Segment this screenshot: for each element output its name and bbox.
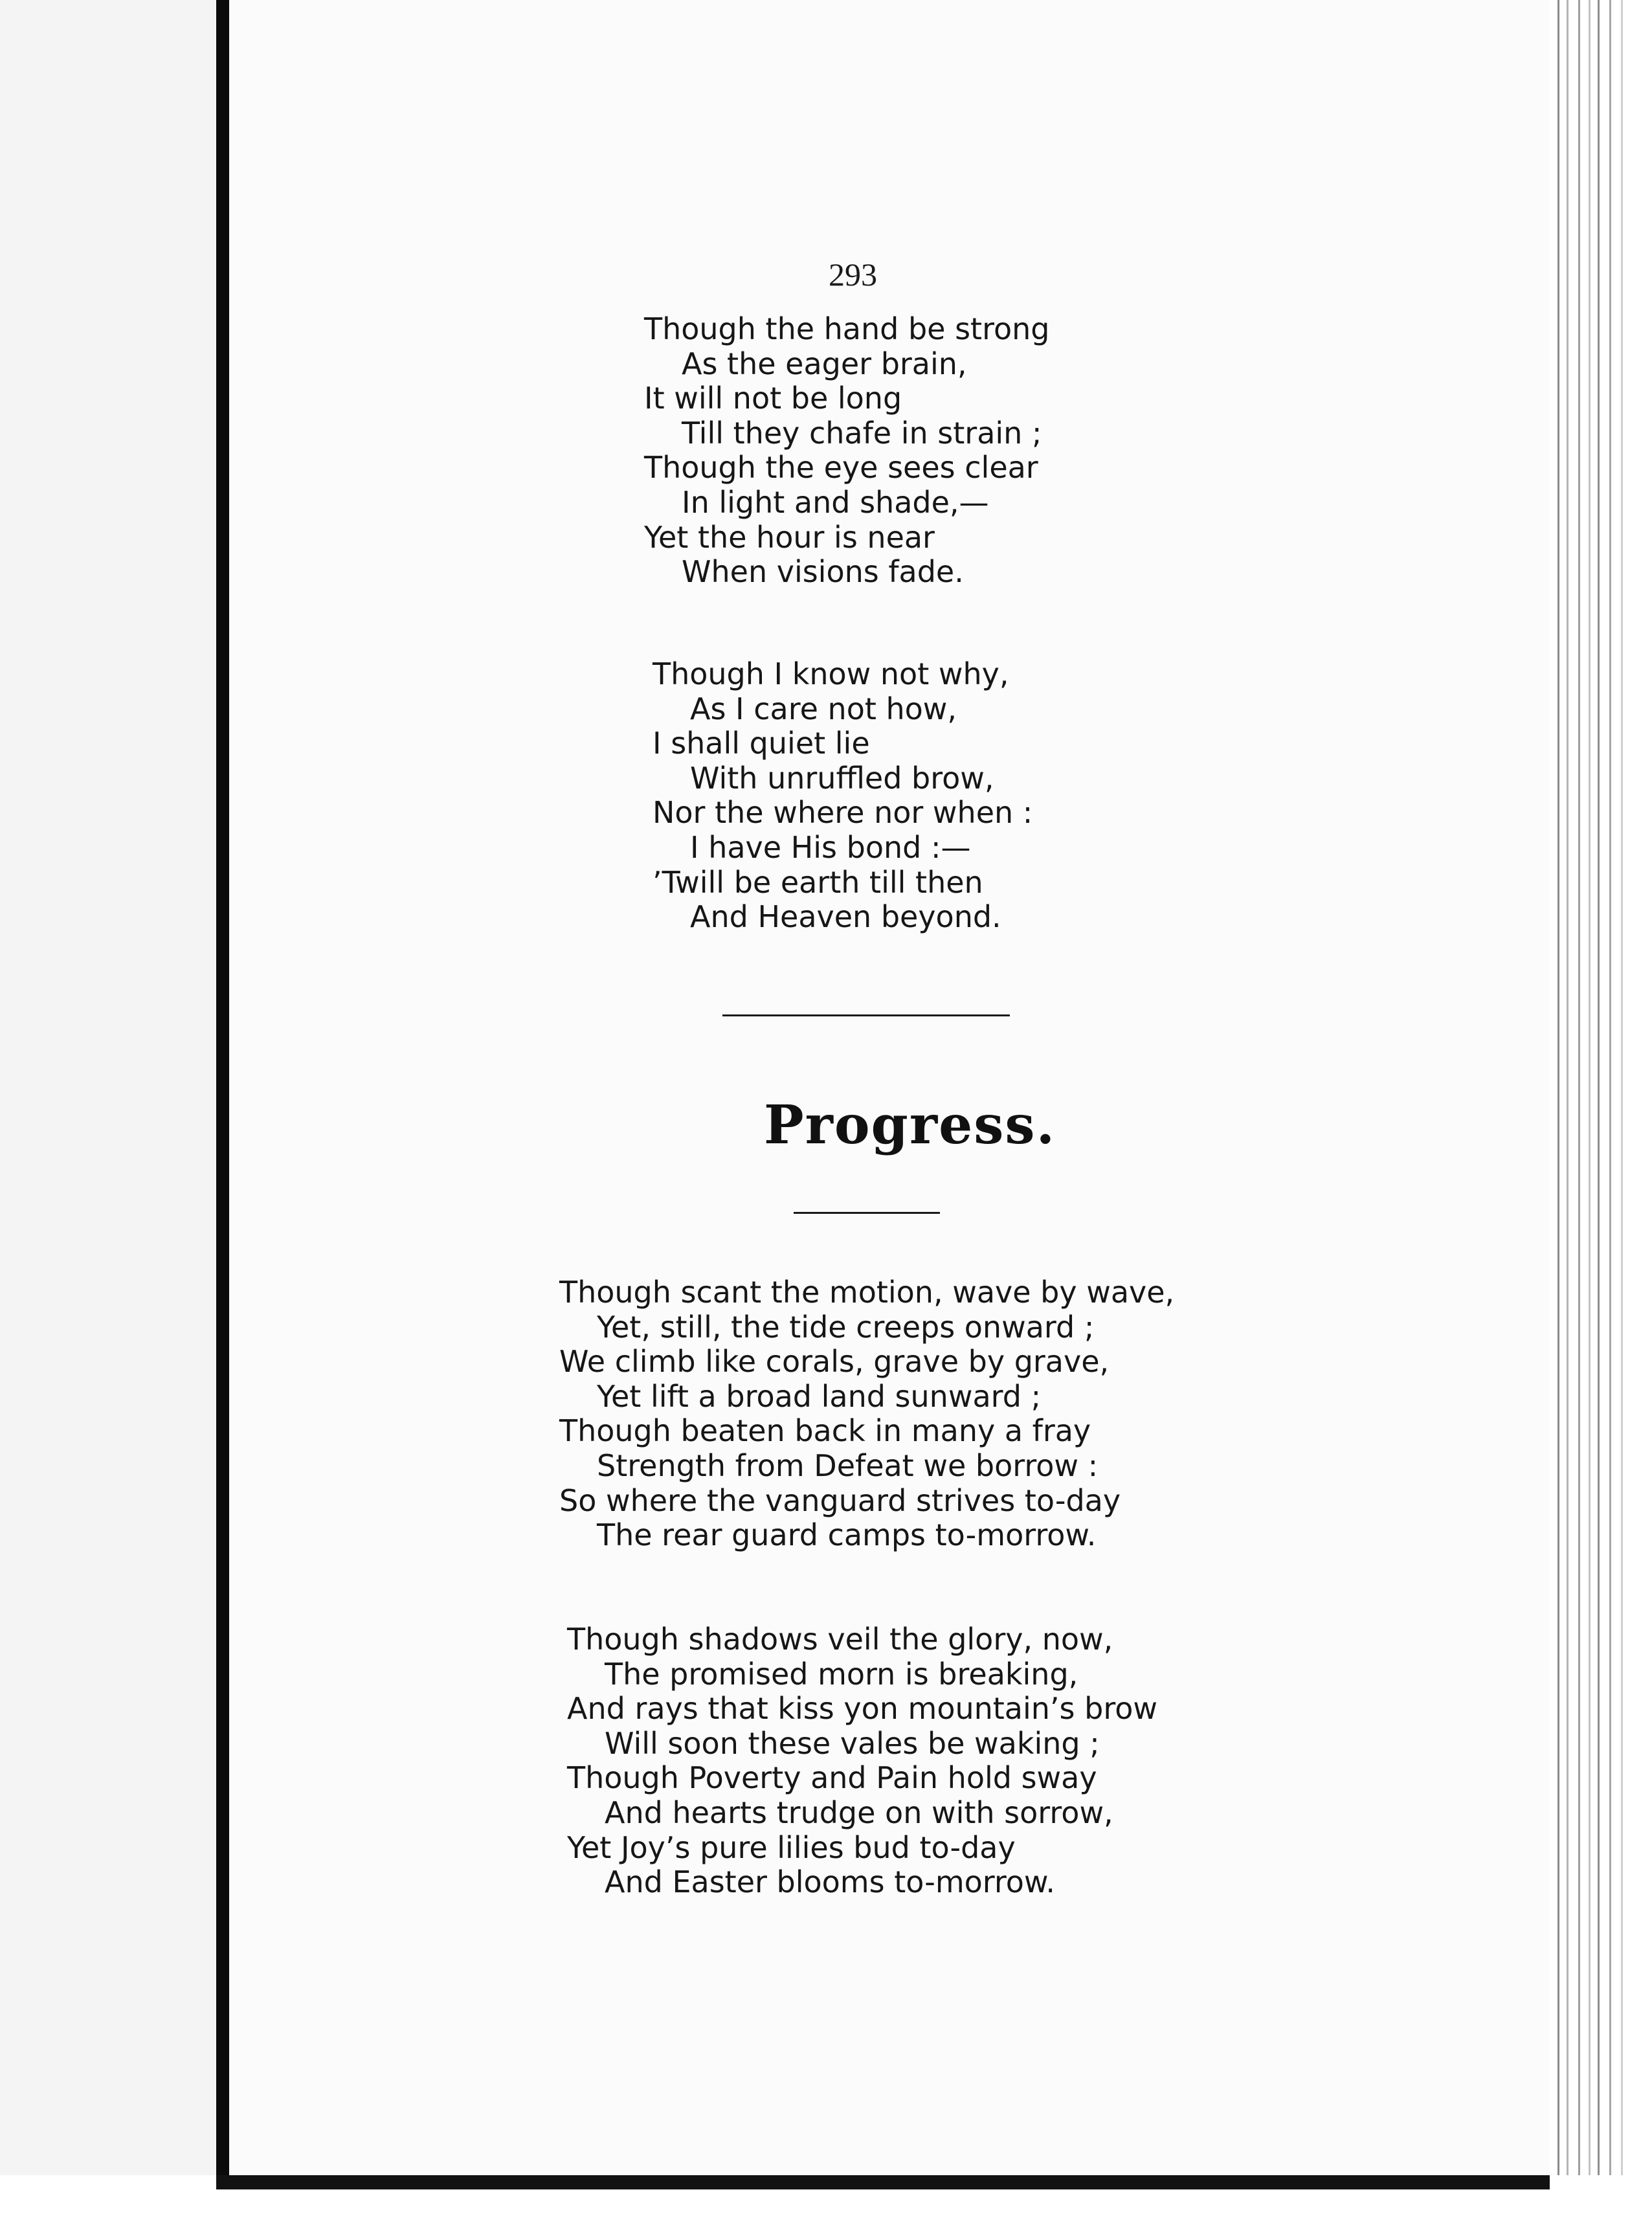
verse-line: Nor the where nor when : <box>653 795 1033 831</box>
verse-line: I shall quiet lie <box>653 726 870 761</box>
title-underline <box>794 1212 940 1214</box>
verse-line: Though scant the motion, wave by wave, <box>559 1275 1175 1310</box>
verse-line: We climb like corals, grave by grave, <box>559 1344 1110 1380</box>
page-edge-line <box>1598 0 1600 2201</box>
verse-line: Strength from Defeat we borrow : <box>597 1448 1099 1483</box>
stanza-1 <box>644 312 1049 590</box>
verse-line: Though Poverty and Pain hold sway <box>567 1760 1097 1796</box>
verse-line: Till they chafe in strain ; <box>682 415 1042 451</box>
verse-line: And hearts trudge on with sorrow, <box>605 1795 1113 1830</box>
verse-line: Yet the hour is near <box>644 519 935 555</box>
verse-line: The promised morn is breaking, <box>605 1656 1078 1692</box>
verse-line: Though the eye sees clear <box>644 450 1038 486</box>
verse-line: And Easter blooms to-morrow. <box>605 1864 1055 1900</box>
verse-line: As I care not how, <box>690 691 957 726</box>
stanza-2 <box>653 657 1032 935</box>
book-gutter <box>216 0 229 2227</box>
verse-line: Though beaten back in many a fray <box>559 1413 1091 1449</box>
verse-line: Though shadows veil the glory, now, <box>567 1622 1113 1657</box>
page-edge-line <box>1578 0 1580 2201</box>
verse-line: Will soon these vales be waking ; <box>605 1725 1100 1761</box>
verse-line: In light and shade,— <box>682 484 989 520</box>
section-divider <box>722 1014 1010 1016</box>
scan-bottom-shadow <box>216 2175 1550 2189</box>
verse-line: I have His bond :— <box>690 829 971 865</box>
page-edge-line <box>1567 0 1568 2201</box>
facing-page-edge <box>0 0 216 2227</box>
verse-line: When visions fade. <box>682 554 964 590</box>
verse-line: Though I know not why, <box>653 656 1009 691</box>
verse-line: And Heaven beyond. <box>690 899 1001 935</box>
verse-line: Yet Joy’s pure lilies bud to-day <box>567 1830 1016 1865</box>
stanza-3 <box>559 1275 1174 1553</box>
poem-title: Progress. <box>764 1094 1056 1156</box>
page-edge-line <box>1609 0 1611 2201</box>
page-stack-edge <box>1550 0 1652 2227</box>
verse-line: The rear guard camps to-morrow. <box>597 1517 1097 1553</box>
verse-line: And rays that kiss yon mountain’s brow <box>567 1691 1158 1727</box>
verse-line: Yet, still, the tide creeps onward ; <box>597 1309 1095 1345</box>
stanza-4 <box>567 1622 1157 1900</box>
verse-line: ’Twill be earth till then <box>653 864 983 900</box>
verse-line: Though the hand be strong <box>644 311 1050 346</box>
verse-line: As the eager brain, <box>682 346 967 381</box>
verse-line: Yet lift a broad land sunward ; <box>597 1378 1042 1414</box>
page-edge-line <box>1589 0 1591 2201</box>
page-edge-line <box>1621 0 1623 2201</box>
verse-line: With unruffled brow, <box>690 760 994 796</box>
page-number: 293 <box>829 256 877 293</box>
verse-line: It will not be long <box>644 381 902 416</box>
verse-line: So where the vanguard strives to-day <box>559 1483 1121 1518</box>
page-edge-line <box>1557 0 1559 2201</box>
